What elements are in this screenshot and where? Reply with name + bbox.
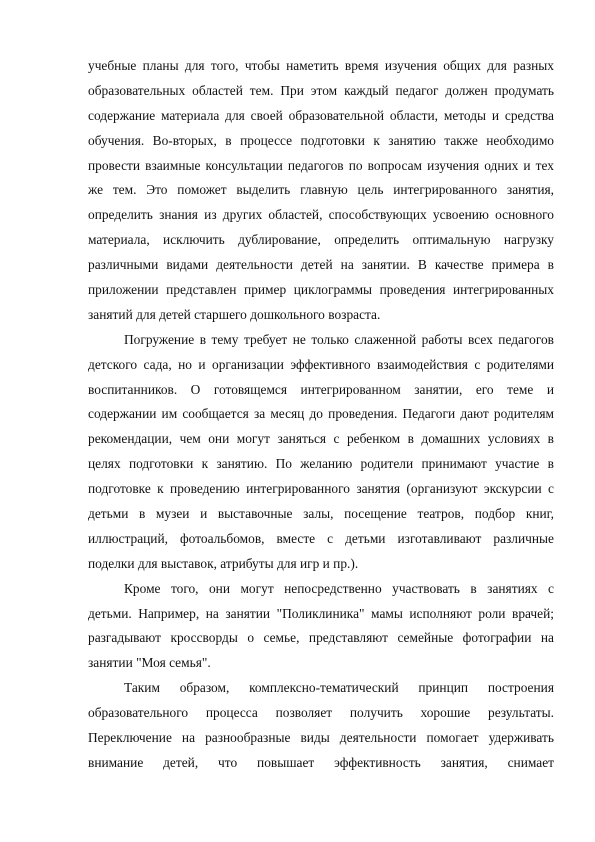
text-line: приложении представлен пример циклограммы проведения интегрированных <box>88 282 554 298</box>
text-line: занятии "Моя семья". <box>88 655 211 671</box>
text-line: содержание материала для своей образовательной области, методы и средства <box>88 107 554 123</box>
text-line: материала, исключить дублирование, определить оптимальную нагрузку <box>88 232 554 248</box>
text-line: же тем. Это поможет выделить главную цель интегрированного занятия, <box>88 182 554 198</box>
text-line: подготовке к проведению интегрированного занятия (организуют экскурсии с <box>88 481 554 497</box>
text-line: образовательных областей тем. При этом каждый педагог должен продумать <box>88 82 554 98</box>
paragraph-3 <box>88 577 554 677</box>
text-line: Кроме того, они могут непосредственно участвовать в занятиях с <box>124 580 554 596</box>
paragraph-2 <box>88 328 554 577</box>
text-line: разгадывают кроссворды о семье, представляют семейные фотографии на <box>88 630 554 646</box>
text-line: занятий для детей старшего дошкольного возраста. <box>88 306 381 322</box>
text-line: учебные планы для того, чтобы наметить время изучения общих для разных <box>88 58 554 73</box>
text-line: определить знания из других областей, способствующих усвоению основного <box>88 207 554 223</box>
text-line: рекомендации, чем они могут заняться с ребенком в домашних условиях в <box>88 431 554 447</box>
text-line: содержании им сообщается за месяц до проведения. Педагоги дают родителям <box>88 406 554 422</box>
document-body <box>88 54 554 776</box>
text-line: воспитанников. О готовящемся интегрированном занятии, его теме и <box>88 381 554 397</box>
text-line: поделки для выставок, атрибуты для игр и пр.). <box>88 555 359 571</box>
text-line: провести взаимные консультации педагогов по вопросам изучения одних и тех <box>88 157 554 173</box>
text-line: внимание детей, что повышает эффективность занятия, снимает <box>88 754 554 770</box>
text-line: целях подготовки к занятию. По желанию родители принимают участие в <box>88 456 554 472</box>
text-line: Переключение на разнообразные виды деятельности помогает удерживать <box>88 730 554 746</box>
text-line: детского сада, но и организации эффективного взаимодействия с родителями <box>88 356 554 372</box>
text-line: детьми в музеи и выставочные залы, посещение театров, подбор книг, <box>88 506 554 522</box>
text-line: различными видами деятельности детей на занятии. В качестве примера в <box>88 257 554 273</box>
paragraph-4 <box>88 676 554 776</box>
text-line: детьми. Например, на занятии "Поликлиника" мамы исполняют роли врачей; <box>88 605 554 621</box>
text-line: Погружение в тему требует не только слаженной работы всех педагогов <box>124 331 554 347</box>
text-line: иллюстраций, фотоальбомов, вместе с детьми изготавливают различные <box>88 530 554 546</box>
text-line: образовательного процесса позволяет получить хорошие результаты. <box>88 705 554 721</box>
text-line: обучения. Во-вторых, в процессе подготовки к занятию также необходимо <box>88 132 554 148</box>
paragraph-1 <box>88 54 554 328</box>
text-line: Таким образом, комплексно-тематический принцип построения <box>124 680 554 696</box>
